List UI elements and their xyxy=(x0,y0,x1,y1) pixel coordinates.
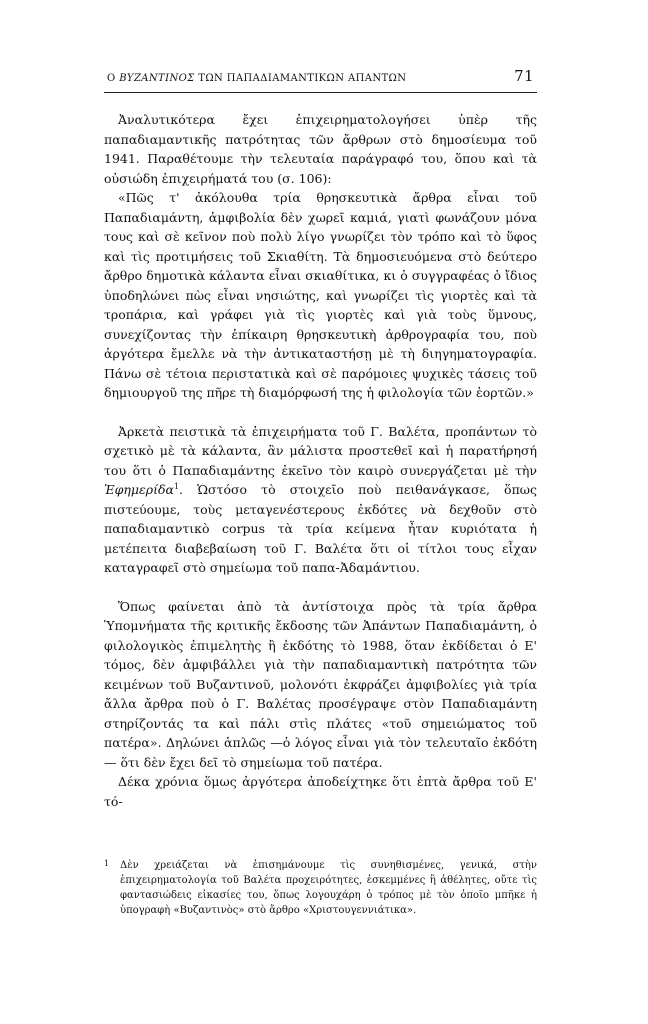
running-head-italic: ΒΥΖΑΝΤΙΝΟΣ xyxy=(119,73,195,84)
footnote xyxy=(104,858,537,918)
footnote-reference[interactable]: 1 xyxy=(173,481,180,491)
paragraph-2: Ἀρκετὰ πειστικὰ τὰ ἐπιχειρήματα τοῦ Γ. Βαλέτα, προπάντων τὸ σχετικὸ μὲ τὰ κάλαντα, ἂν μάλιστα προστεθεῖ καὶ ἡ παρατήρησή του ὅτι ὁ Παπαδιαμάντης ἐκεῖνο τὸν καιρὸ συνεργάζεται μὲ τὴν Ἐφημερίδα$^1$. Ὡστόσο τὸ στοιχεῖο ποὺ πειθανάγκασε, ὅπως πιστεύουμε, τοὺς μεταγενέστερους ἐκδότες νὰ δεχθοῦν στὸ παπαδιαμαντικὸ corpus τὰ τρία κείμενα ἦταν κυριότατα ἡ μετέπειτα διαβεβαίωση τοῦ Γ. Βαλέτα ὅτι οἱ τίτλοι τους εἶχαν καταγραφεῖ στὸ σημείωμα τοῦ παπα-Ἀδαμάντιου. xyxy=(104,423,537,575)
paragraph-3: Ὅπως φαίνεται ἀπὸ τὰ ἀντίστοιχα πρὸς τὰ τρία ἄρθρα Ὑπομνήματα τῆς κριτικῆς ἔκδοσης τῶν Ἀπάντων Παπαδιαμάντη, ὁ φιλολογικὸς ἐπιμελητὴς ἢ ἐκδότης τὸ 1988, ὅταν ἐκδίδεται ὁ Ε' τόμος, δὲν ἀμφιβάλλει γιὰ τὴν παπαδιαμαντικὴ πατρότητα τῶν κειμένων τοῦ Βυζαντινοῦ, μολονότι ἐκφράζει ἀμφιβολίες γιὰ τρία ἄλλα ἄρθρα ποὺ ὁ Γ. Βαλέτας προσέγραψε στὸν Παπαδιαμάντη στηρίζοντάς τα καὶ πάλι στὶς πλάτες «τοῦ σημειώματος τοῦ πατέρα». Δηλώνει ἁπλῶς —ὁ λόγος εἶναι γιὰ τὸν τελευταῖο ἐκδότη— ὅτι δὲν ἔχει δεῖ τὸ σημείωμα τοῦ πατέρα. xyxy=(104,598,537,770)
block-quote: «Πῶς τ' ἀκόλουθα τρία θρησκευτικὰ ἄρθρα εἶναι τοῦ Παπαδιαμάντη, ἀμφιβολία δὲν χωρεῖ καμιά, γιατὶ φωνάζουν μόνα τους καὶ σὲ κεῖνον ποὺ πολὺ λίγο γνωρίζει τὸν τρόπο καὶ τὸ ὕφος καὶ τὶς προτιμήσεις τοῦ Σκιαθίτη. Τὰ δημοσιευόμενα στὸ δεύτερο ἄρθρο δημοτικὰ κάλαντα εἶναι σκιαθίτικα, κι ὁ συγγραφέας ὁ ἴδιος ὑποδηλώνει πὼς εἶναι νησιώτης, καὶ γνωρίζει τὶς γιορτὲς καὶ τὰ τροπάρια, καὶ γράφει γιὰ τὶς γιορτὲς καὶ γιὰ τοὺς ὕμνους, συνεχίζοντας τὴν ἐπίκαιρη θρησκευτικὴ ἀρθρογραφία του, ποὺ ἀργότερα ἔμελλε νὰ τὴν ἀντικαταστήσῃ μὲ τὴ διηγηματογραφία. Πάνω σὲ τέτοια περιστατικὰ καὶ σὲ παρόμοιες ψυχικὲς τάσεις τοῦ δημιουργοῦ της πῆρε τὴ διαμόρφωσή της ἡ φιλολογία τῶν ἑορτῶν.» xyxy=(104,190,537,400)
italic-title: Ἐφημερίδα xyxy=(104,482,174,497)
paragraph-gap xyxy=(104,403,537,422)
paragraph-1: Ἀναλυτικότερα ἔχει ἐπιχειρηματολογήσει ὑπὲρ τῆς παπαδιαμαντικῆς πατρότητας τῶν ἄρθρων στὸ δημοσίευμα τοῦ 1941. Παραθέτουμε τὴν τελευταία παράγραφό του, ὅπου καὶ τὰ οὐσιώδη ἐπιχειρήματά του (σ. 106): xyxy=(104,112,537,186)
header-rule xyxy=(104,92,537,93)
running-head xyxy=(107,67,534,86)
paragraph-4: Δέκα χρόνια ὅμως ἀργότερα ἀποδείχτηκε ὅτι ἑπτὰ ἄρθρα τοῦ Ε' τό- xyxy=(104,774,537,809)
main-text xyxy=(104,110,537,811)
footnote-number: 1 xyxy=(104,859,110,868)
footnote-text: Δὲν χρειάζεται νὰ ἐπισημάνουμε τὶς συνηθισμένες, γενικά, στὴν ἐπιχειρηματολογία τοῦ Βαλέτα προχειρότητες, ἐσκεμμένες ἢ ἀθέλητες, οὔτε τὶς φαντασιώδεις εἰκασίες του, ὅπως λογουχάρη ὁ τρόπος μὲ τὸν ὁποῖο μπῆκε ἡ ὑπογραφὴ «Βυζαντινὸς» στὸ ἄρθρο «Χριστουγεννιάτικα». xyxy=(120,860,537,916)
page-number: 71 xyxy=(514,67,534,85)
paragraph-gap xyxy=(104,578,537,597)
running-head-title: Ο ΒΥΖΑΝΤΙΝΟΣ ΤΩΝ ΠΑΠΑΔΙΑΜΑΝΤΙΚΩΝ ΑΠΑΝΤΩΝ xyxy=(107,73,407,84)
